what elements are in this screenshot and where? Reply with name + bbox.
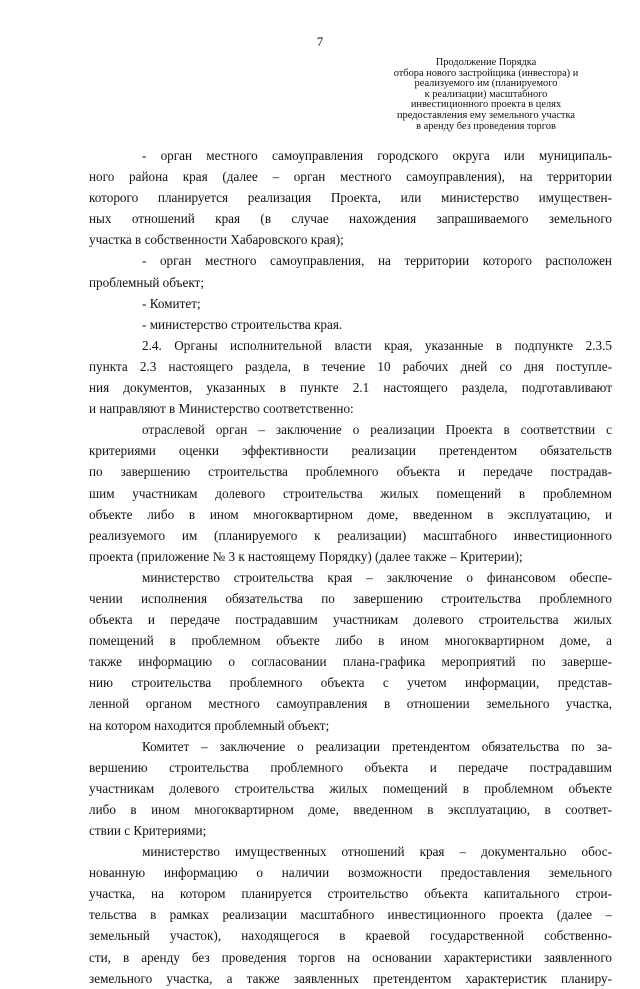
page-number: 7 (316, 34, 324, 49)
text-line: объекте либо в ином многоквартирном доме, введенном в эксплуатацию, и (89, 506, 612, 522)
paragraph (89, 250, 612, 292)
text-line: пункта 2.3 настоящего раздела, в течение 10 рабочих дней со дня поступле- (89, 358, 612, 374)
header-line: в аренду без проведения торгов (416, 120, 556, 132)
text-line: министерство строительства края – заключение о финансовом обеспе- (142, 569, 612, 585)
text-line: земельного участка, а также заявленных претендентом характеристик планиру- (89, 970, 612, 986)
text-line: тельства в рамках реализации масштабного инвестиционного проекта (далее – (89, 907, 612, 923)
text-line: ного района края (далее – орган местного самоуправления), на территории (89, 169, 612, 185)
paragraph (89, 419, 612, 567)
header-line: отбора нового застройщика (инвестора) и (393, 67, 579, 79)
header-line: реализуемого им (планируемого (414, 78, 558, 90)
text-line: критериями оценки эффективности реализации претендентом обязательств (89, 443, 612, 459)
text-line: чении исполнения обязательства по завершению строительства проблемного (89, 590, 612, 606)
text-line: реализуемого им (планируемого к реализации) масштабного инвестиционного (89, 527, 612, 543)
text-line: нованную информацию о наличии возможности предоставления земельного (89, 865, 612, 881)
document-header (366, 58, 606, 132)
text-line: министерство имущественных отношений края – документально обос- (142, 844, 612, 860)
text-line: либо в ином многоквартирном доме, введенном в эксплуатацию, в соответ- (89, 801, 612, 817)
text-line: земельный участок), находящегося в краевой государственной собственно- (89, 928, 612, 944)
text-line: - министерство строительства края. (142, 316, 343, 332)
paragraph (89, 293, 612, 314)
header-line: Продолжение Порядка (435, 57, 537, 68)
header-line: предоставления ему земельного участка (397, 109, 575, 121)
paragraph (89, 145, 612, 250)
text-line: объекта и передаче пострадавшим участникам долевого строительства жилых (89, 612, 612, 628)
text-line: также информацию о согласовании плана-графика мероприятий по заверше- (89, 654, 612, 670)
text-line: - орган местного самоуправления городского округа или муниципаль- (142, 148, 612, 163)
paragraph (89, 841, 612, 989)
text-line: ствии с Критериями; (89, 823, 207, 838)
text-line: участникам долевого строительства жилых помещений в проблемном объекте (89, 780, 612, 796)
paragraph (89, 335, 612, 419)
text-line: участка, на котором планируется строительство объекта капитального строи- (89, 886, 612, 902)
text-line: ния документов, указанных в пункте 2.1 настоящего раздела, подготавливают (89, 380, 612, 396)
text-line: Комитет – заключение о реализации претендентом обязательства по за- (142, 738, 612, 754)
paragraph (89, 314, 612, 335)
text-line: шим участникам долевого строительства жилых помещений в проблемном (89, 485, 612, 501)
text-line: отраслевой орган – заключение о реализации Проекта в соответствии с (142, 422, 612, 438)
paragraph (89, 736, 612, 841)
text-line: вершению строительства проблемного объекта и передаче пострадавшим (89, 759, 612, 775)
paragraph (89, 567, 612, 736)
document-body (89, 145, 612, 989)
text-line: нию строительства проблемного объекта с учетом информации, представ- (89, 675, 612, 691)
header-line: к реализации) масштабного (424, 88, 548, 100)
text-line: которого планируется реализация Проекта, или министерство имуществен- (89, 190, 612, 206)
text-line: участка в собственности Хабаровского края); (89, 232, 344, 248)
text-line: на котором находится проблемный объект; (89, 717, 330, 733)
text-line: по завершению строительства проблемного объекта и передаче пострадав- (89, 464, 612, 480)
text-line: сти, в аренду без проведения торгов на основании характеристики заявленного (89, 949, 612, 965)
header-line: инвестиционного проекта в целях (410, 99, 562, 111)
text-line: 2.4. Органы исполнительной власти края, указанные в подпункте 2.3.5 (142, 337, 612, 353)
text-line: проекта (приложение № 3 к настоящему Порядку) (далее также – Критерии); (89, 548, 523, 564)
text-line: - Комитет; (142, 295, 201, 311)
text-line: ленной органом местного самоуправления в отношении земельного участка, (89, 696, 612, 712)
text-line: помещений в проблемном объекте либо в ином многоквартирном доме, а (89, 633, 612, 649)
text-line: ных отношений края (в случае нахождения запрашиваемого земельного (89, 211, 612, 227)
text-line: и направляют в Министерство соответственно: (89, 401, 354, 417)
text-line: проблемный объект; (89, 274, 204, 290)
text-line: - орган местного самоуправления, на территории которого расположен (142, 253, 612, 269)
